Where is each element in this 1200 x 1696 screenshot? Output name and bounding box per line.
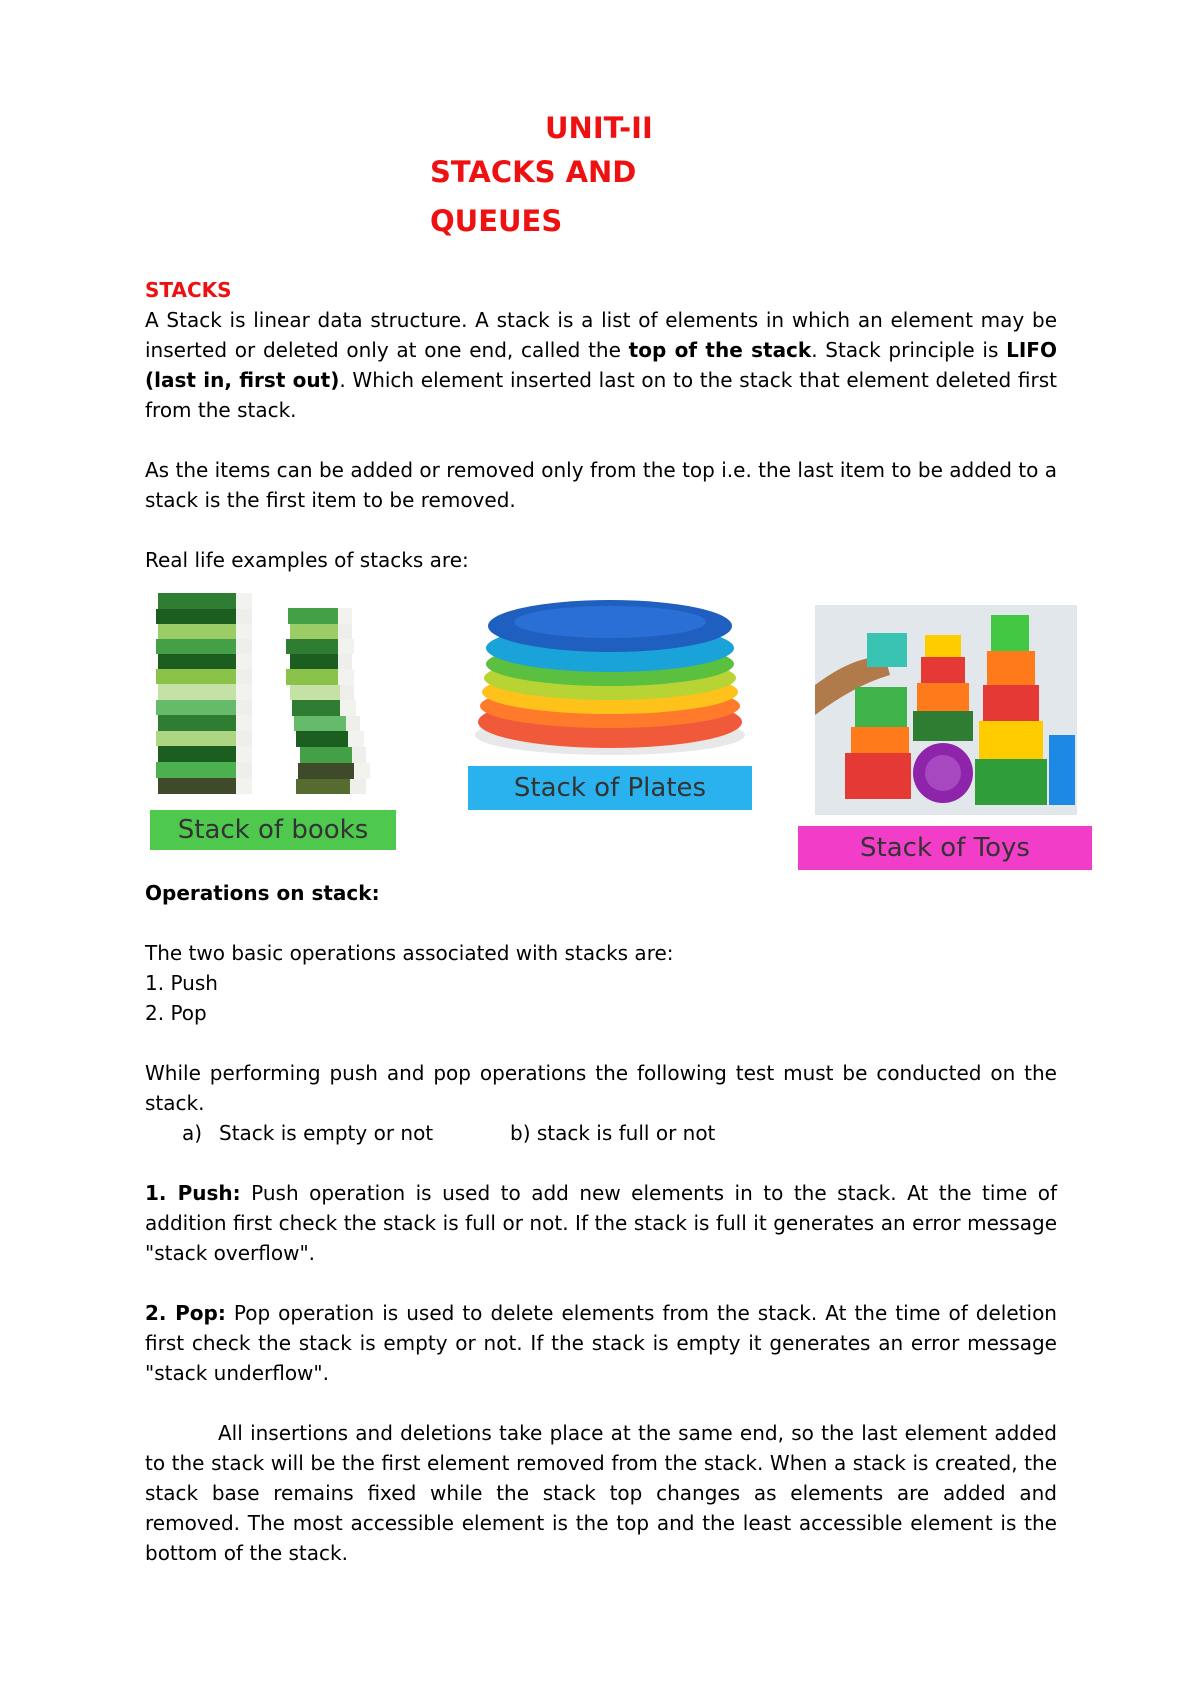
paragraph-examples-intro: Real life examples of stacks are: [145, 548, 469, 572]
section-heading-stacks: STACKS [145, 278, 232, 302]
test-a-text: Stack is empty or not [219, 1121, 434, 1145]
operations-heading: Operations on stack: [145, 881, 380, 905]
push-label: 1. Push: [145, 1181, 241, 1205]
paragraph-push [145, 1178, 1057, 1268]
books-caption: Stack of books [150, 810, 396, 850]
plates-illustration [468, 590, 752, 760]
books-illustration [150, 588, 420, 808]
pop-text: Pop operation is used to delete elements from the stack. At the time of deletion first check the stack is empty or not. If the stack is empty it generates an error message "stack underflow". [145, 1301, 1057, 1385]
operations-intro: The two basic operations associated with stacks are: [145, 941, 674, 965]
definition-bold-lifo: LIFO (last in, first out) [145, 338, 1057, 392]
definition-text-c: . Stack principle is [811, 338, 1007, 362]
paragraph-top-removal: As the items can be added or removed only from the top i.e. the last item to be added to a stack is the first item to be removed. [145, 458, 1057, 512]
operations-item-push: 1. Push [145, 971, 218, 995]
definition-bold-top: top of the stack [628, 338, 812, 362]
test-a-label: a) [182, 1121, 203, 1145]
doc-title-line2: QUEUES [430, 204, 563, 238]
doc-title-line1: STACKS AND [430, 155, 637, 189]
toys-caption: Stack of Toys [798, 826, 1092, 870]
paragraph-definition [145, 305, 1057, 425]
paragraph-tests: While performing push and pop operations the following test must be conducted on the stack. [145, 1061, 1057, 1115]
books-figure [150, 588, 420, 858]
operations-item-pop: 2. Pop [145, 1001, 207, 1025]
definition-text-a: A Stack is linear data structure. A stack is a list of elements in which an element may be inserted or deleted only at one end, called the [145, 308, 1057, 362]
toys-figure [815, 605, 1100, 875]
push-text: Push operation is used to add new elements in to the stack. At the time of addition first check the stack is full or not. If the stack is full it generates an error message "stack overflow". [145, 1181, 1058, 1265]
toys-illustration [815, 605, 1077, 815]
plates-caption: Stack of Plates [468, 766, 752, 810]
paragraph-closing: All insertions and deletions take place at the same end, so the last element added to the stack will be the first element removed from the stack. When a stack is created, the stack base remains fixed while the stack top changes as elements are added and removed. The most accessible element is the top and the least accessible element is the bottom of the stack. [145, 1421, 1057, 1565]
unit-title: UNIT-II [545, 111, 653, 145]
definition-text-d: . Which element inserted last on to the stack that element deleted first from the stack. [145, 368, 1058, 422]
pop-label: 2. Pop: [145, 1301, 226, 1325]
paragraph-pop [145, 1298, 1057, 1388]
test-b-text: b) stack is full or not [510, 1121, 716, 1145]
plates-figure [468, 590, 752, 810]
